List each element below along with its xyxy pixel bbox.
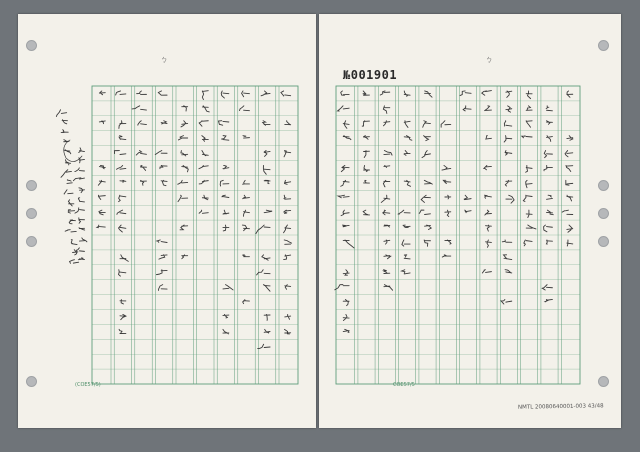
handwritten-character	[243, 180, 250, 184]
left-manuscript-mark: (COE57/5)	[75, 382, 101, 388]
handwritten-character	[281, 91, 291, 96]
handwritten-character	[65, 150, 71, 154]
handwritten-character	[285, 285, 291, 290]
handwritten-character	[202, 151, 208, 156]
handwritten-character	[157, 240, 167, 243]
handwritten-character	[239, 106, 249, 111]
handwritten-character	[526, 91, 532, 99]
handwritten-character	[119, 329, 126, 333]
handwritten-character	[442, 255, 451, 257]
handwritten-character	[263, 285, 270, 292]
handwritten-character	[526, 106, 532, 110]
handwritten-character	[443, 180, 450, 183]
handwritten-character	[398, 210, 410, 214]
handwritten-character	[338, 106, 349, 111]
handwritten-character	[264, 329, 270, 333]
handwritten-character	[523, 195, 532, 201]
handwritten-character	[284, 151, 291, 157]
margin-annotation	[56, 110, 87, 264]
handwritten-character	[544, 225, 553, 232]
handwritten-character	[482, 91, 492, 96]
handwritten-character	[505, 151, 512, 156]
handwritten-character	[178, 180, 188, 184]
handwritten-character	[263, 165, 270, 174]
handwritten-character	[262, 255, 270, 260]
handwritten-character	[383, 121, 389, 126]
handwritten-character	[545, 299, 552, 301]
handwritten-character	[486, 136, 492, 139]
handwritten-character	[343, 121, 349, 129]
handwritten-character	[65, 230, 76, 232]
handwritten-character	[132, 106, 146, 110]
handwritten-character	[199, 210, 208, 213]
handwritten-character	[384, 270, 390, 274]
handwritten-character	[547, 195, 553, 199]
handwritten-character	[363, 210, 369, 215]
handwritten-character	[223, 285, 233, 290]
handwritten-character	[419, 210, 430, 214]
handwritten-character	[223, 314, 229, 318]
handwritten-character	[78, 198, 84, 202]
handwritten-character	[565, 151, 573, 157]
handwritten-character	[263, 121, 270, 126]
handwritten-character	[547, 210, 554, 215]
handwritten-character	[285, 314, 291, 319]
handwritten-character	[264, 314, 270, 320]
handwritten-character	[544, 151, 552, 158]
handwritten-character	[119, 270, 126, 276]
handwritten-character	[504, 255, 512, 260]
handwritten-character	[341, 180, 349, 186]
handwritten-character	[182, 255, 188, 259]
handwritten-character	[422, 151, 430, 158]
handwritten-character	[343, 136, 351, 140]
right-handwritten-text	[335, 91, 573, 333]
handwritten-character	[199, 121, 208, 127]
handwritten-character	[526, 165, 532, 172]
archive-label: NMTL 20080640001-003 43/48	[517, 403, 604, 411]
handwritten-character	[178, 136, 187, 140]
handwritten-character	[284, 225, 291, 233]
handwritten-character	[161, 180, 167, 185]
handwritten-character	[504, 121, 511, 126]
handwritten-character	[404, 136, 412, 141]
handwritten-character	[544, 165, 552, 170]
handwritten-character	[501, 300, 512, 305]
handwritten-character	[114, 151, 125, 155]
handwritten-character	[223, 225, 229, 231]
handwritten-character	[242, 225, 249, 231]
handwritten-character	[341, 210, 349, 216]
handwritten-character	[285, 121, 291, 125]
handwritten-character	[78, 258, 84, 260]
handwritten-character	[161, 121, 167, 124]
handwritten-character	[341, 91, 349, 95]
handwritten-character	[526, 180, 532, 187]
handwritten-character	[562, 210, 573, 214]
handwritten-character	[180, 225, 188, 230]
handwritten-character	[567, 136, 573, 141]
handwritten-character	[343, 300, 349, 306]
handwritten-character	[343, 240, 354, 248]
handwritten-character	[120, 300, 126, 304]
handwritten-character	[421, 195, 430, 202]
handwritten-character	[445, 195, 451, 199]
handwritten-character	[264, 151, 270, 157]
handwritten-character	[99, 165, 105, 168]
handwritten-character	[69, 220, 75, 224]
handwritten-character	[384, 285, 393, 291]
handwritten-character	[542, 285, 552, 290]
handwritten-character	[384, 225, 390, 227]
handwritten-character	[158, 91, 167, 95]
handwritten-character	[242, 91, 250, 97]
handwritten-character	[402, 270, 411, 274]
handwritten-character	[505, 180, 511, 186]
handwritten-character	[425, 91, 432, 97]
handwritten-character	[158, 285, 167, 291]
handwritten-character	[342, 225, 349, 227]
handwritten-character	[546, 240, 552, 244]
handwritten-character	[384, 255, 391, 259]
handwritten-character	[424, 180, 432, 184]
handwritten-character	[120, 314, 126, 319]
handwritten-character	[567, 195, 573, 201]
handwritten-character	[68, 200, 73, 206]
handwritten-character	[284, 240, 291, 244]
handwritten-character	[61, 170, 71, 178]
handwritten-character	[136, 151, 146, 155]
handwritten-character	[285, 180, 291, 184]
handwritten-character	[546, 121, 552, 125]
handwritten-character	[99, 210, 105, 215]
handwritten-character	[220, 180, 229, 186]
handwritten-character	[284, 195, 291, 199]
handwritten-character	[363, 91, 370, 95]
handwritten-character	[73, 178, 84, 181]
handwritten-character	[423, 121, 431, 128]
handwritten-character	[567, 91, 573, 97]
handwritten-character	[159, 255, 167, 259]
handwritten-character	[119, 225, 126, 232]
handwritten-character	[465, 210, 471, 213]
handwritten-character	[182, 165, 189, 171]
handwritten-character	[97, 225, 105, 228]
handwritten-character	[526, 225, 536, 229]
handwritten-character	[141, 165, 147, 170]
handwritten-character	[341, 165, 349, 171]
handwritten-character	[384, 240, 390, 244]
handwritten-character	[445, 210, 451, 216]
handwritten-character	[141, 180, 147, 185]
handwritten-character	[156, 270, 167, 275]
handwritten-character	[71, 240, 77, 245]
handwritten-character	[445, 240, 451, 244]
handwritten-character	[404, 121, 410, 128]
handwritten-character	[155, 151, 167, 155]
handwritten-character	[76, 248, 84, 252]
handwritten-character	[364, 165, 370, 171]
handwritten-character	[258, 344, 270, 348]
handwritten-character	[202, 136, 208, 142]
handwritten-character	[221, 91, 229, 98]
handwritten-character	[98, 180, 105, 185]
handwritten-character	[484, 165, 492, 169]
handwritten-character	[567, 225, 573, 232]
handwritten-character	[486, 240, 492, 247]
handwritten-character	[99, 91, 105, 95]
handwritten-character	[67, 180, 72, 184]
handwritten-character	[56, 110, 66, 117]
handwritten-character	[338, 195, 349, 198]
handwritten-character	[502, 240, 511, 242]
handwritten-character	[566, 165, 573, 171]
handwritten-character	[242, 255, 249, 257]
handwritten-character	[504, 136, 512, 142]
handwritten-character	[199, 165, 208, 168]
handwritten-character	[79, 148, 85, 153]
handwritten-character	[160, 165, 167, 168]
handwritten-character	[218, 121, 228, 126]
handwritten-character	[404, 91, 410, 96]
handwritten-character	[98, 195, 105, 199]
handwritten-character	[343, 314, 349, 320]
handwritten-character	[120, 255, 128, 261]
handwritten-character	[383, 210, 390, 215]
handwritten-character	[137, 91, 147, 95]
handwritten-character	[381, 195, 390, 202]
handwritten-character	[284, 255, 291, 260]
handwritten-character	[335, 285, 349, 290]
handwritten-character	[181, 121, 188, 127]
handwritten-character	[202, 106, 209, 112]
handwritten-character	[264, 180, 270, 183]
handwritten-character	[120, 180, 126, 182]
handwritten-character	[75, 208, 85, 213]
handwritten-character	[116, 165, 125, 169]
handwritten-character	[199, 180, 208, 184]
handwritten-character	[119, 195, 126, 201]
handwritten-character	[403, 225, 410, 228]
handwritten-character	[99, 121, 105, 124]
handwritten-character	[383, 106, 389, 114]
handwritten-character	[384, 165, 390, 167]
handwritten-character	[343, 329, 349, 332]
handwritten-character	[119, 121, 126, 129]
handwritten-character	[441, 121, 451, 128]
handwritten-character	[464, 195, 471, 199]
handwritten-character	[404, 255, 410, 259]
handwritten-character	[424, 240, 430, 246]
handwritten-character	[223, 165, 229, 169]
handwritten-character	[116, 91, 126, 95]
handwritten-character	[343, 270, 349, 276]
handwritten-character	[138, 121, 147, 126]
handwritten-character	[505, 270, 512, 273]
handwritten-character	[64, 190, 73, 194]
handwritten-character	[482, 270, 491, 273]
handwritten-character	[243, 300, 250, 304]
handwritten-character	[62, 120, 67, 124]
handwritten-character	[524, 240, 532, 246]
handwritten-character	[485, 210, 492, 215]
handwritten-character	[442, 165, 451, 170]
handwritten-character	[117, 210, 126, 214]
handwritten-character	[425, 225, 432, 230]
handwritten-character	[284, 210, 291, 213]
handwritten-character	[404, 180, 410, 186]
handwritten-character	[566, 180, 573, 185]
handwritten-character	[484, 195, 491, 198]
handwritten-character	[567, 240, 573, 246]
handwritten-character	[202, 91, 208, 100]
right-page-marker: ㄅ	[485, 55, 493, 64]
handwritten-character	[223, 210, 229, 214]
handwritten-character	[380, 91, 390, 95]
left-page-marker: ㄅ	[160, 55, 168, 64]
handwritten-character	[522, 136, 532, 138]
handwritten-character	[364, 151, 370, 158]
handwritten-character	[261, 91, 270, 96]
handwritten-character	[79, 218, 85, 223]
handwritten-character	[284, 329, 290, 334]
handwritten-character	[181, 151, 188, 156]
handwritten-character	[178, 195, 188, 201]
handwritten-character	[424, 136, 431, 141]
handwritten-character	[364, 136, 370, 140]
handwritten-character	[222, 195, 229, 197]
handwritten-character	[526, 210, 532, 217]
handwritten-character	[182, 106, 188, 111]
handwritten-character	[506, 91, 512, 98]
handwritten-character	[506, 195, 514, 203]
handwritten-character	[244, 210, 250, 216]
handwritten-character	[79, 228, 85, 230]
handwritten-character	[73, 250, 78, 255]
handwritten-character	[243, 136, 249, 138]
handwritten-character	[364, 180, 370, 183]
handwritten-character	[402, 240, 410, 246]
handwritten-character	[404, 151, 410, 156]
handwritten-character	[61, 130, 68, 133]
handwritten-character	[460, 91, 471, 96]
handwritten-character	[546, 106, 552, 111]
handwritten-character	[485, 106, 492, 111]
handwritten-character	[362, 121, 369, 126]
handwritten-character	[256, 225, 270, 234]
handwritten-character	[463, 106, 471, 111]
handwritten-character	[202, 195, 208, 200]
handwritten-character	[79, 188, 85, 193]
left-handwritten-text	[97, 91, 292, 349]
handwritten-character	[75, 168, 85, 172]
handwritten-character	[243, 195, 250, 199]
handwritten-character	[68, 210, 74, 213]
handwritten-character	[506, 106, 512, 112]
handwritten-character	[383, 180, 389, 187]
handwritten-character	[526, 121, 532, 128]
handwritten-character	[257, 270, 270, 275]
handwritten-character	[119, 136, 126, 140]
serial-number: №001901	[343, 68, 398, 82]
handwritten-character	[384, 151, 392, 156]
handwritten-character	[486, 225, 492, 231]
handwritten-character	[264, 210, 272, 213]
handwritten-character	[222, 136, 229, 141]
handwritten-character	[70, 260, 79, 264]
handwritten-character	[223, 329, 229, 334]
right-manuscript-mark: COE57/5	[393, 382, 415, 388]
handwritten-character	[547, 136, 553, 142]
handwritten-character	[79, 238, 86, 242]
